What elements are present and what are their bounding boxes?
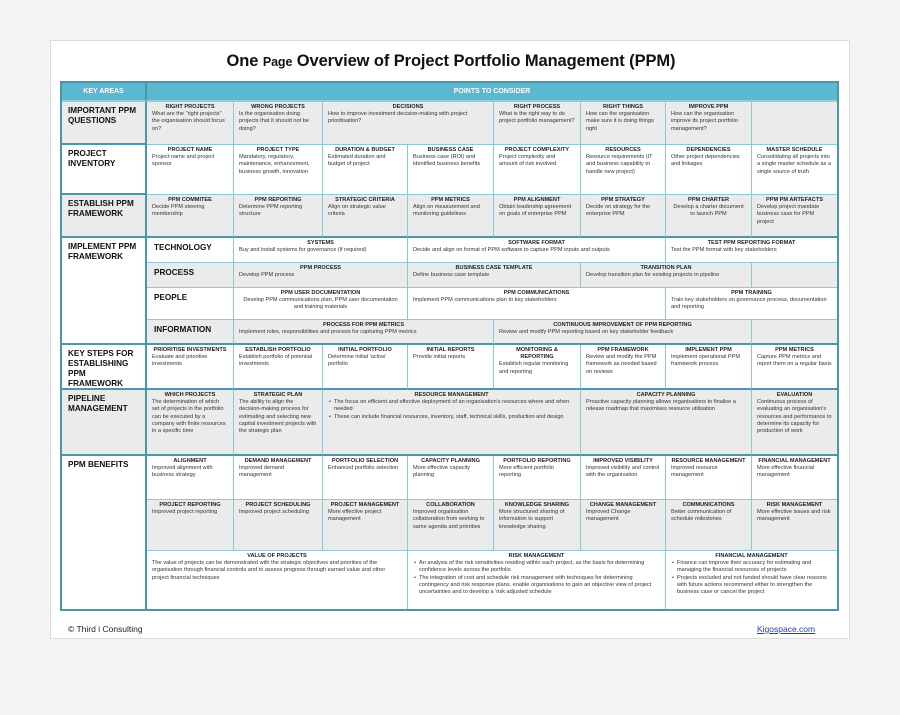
kigospace-link[interactable]: Kigospace.com [757,624,816,634]
cell-strategic-plan: STRATEGIC PLAN The ability to align the decision-making process for estimating and selecting new capital investment projects with the strategic plan [234,390,323,456]
cell-empty [752,263,837,288]
cell-test-ppm-reporting-format: TEST PPM REPORTING FORMAT Test the PPM format with key stakeholders [666,238,837,263]
cell-business-case-template: BUSINESS CASE TEMPLATE Define business case template [408,263,581,288]
cell-project-complexity: PROJECT COMPLEXITY Project complexity and amount of risk involved [494,145,581,195]
header-points-to-consider: POINTS TO CONSIDER [147,83,837,102]
cell-ppm-alignment: PPM ALIGNMENT Obtain leadership agreement on goals of enterprise PPM [494,195,581,238]
cell-establish-portfolio: ESTABLISH PORTFOLIO Establish portfolio of potential investments [234,345,323,390]
cell-financial-management-benefit: FINANCIAL MANAGEMENT More effective financial management [752,456,837,500]
cell-wrong-projects: WRONG PROJECTS Is the organisation doing projects that it should not be doing? [234,102,323,145]
cell-ppm-metrics-capture: PPM METRICS Capture PPM metrics and report them on a regular basis [752,345,837,390]
cell-dependencies: DEPENDENCIES Other project dependencies and linkages [666,145,752,195]
cell-right-things: RIGHT THINGS How can the organisation make sure it is doing things right [581,102,666,145]
cell-ppm-communications: PPM COMMUNICATIONS Implement PPM communications plan to key stakeholders [408,288,666,320]
cell-implement-ppm: IMPLEMENT PPM Implement operational PPM framework process [666,345,752,390]
key-area-ppm-benefits: PPM BENEFITS [62,456,147,609]
cell-resource-management: RESOURCE MANAGEMENT • The focus on efficient and effective deployment of an organisation's resources where and when needed • These can include financial resources, inventory, staff, technical skills, production and design [323,390,581,456]
cell-decisions: DECISIONS How to improve investment decision-making with project prioritisation? [323,102,494,145]
cell-capacity-planning: CAPACITY PLANNING Proactive capacity planning allows organisations to finalise a release roadmap that maximises resource utilisation [581,390,752,456]
cell-collaboration: COLLABORATION Improved organisation collaboration from working to same agenda and priorities [408,500,494,551]
key-area-pipeline-management: PIPELINE MANAGEMENT [62,390,147,456]
cell-change-management: CHANGE MANAGEMENT Improved Change management [581,500,666,551]
cell-continuous-improvement: CONTINUOUS IMPROVEMENT OF PPM REPORTING Review and modify PPM reporting based on key stakeholder feedback [494,320,752,345]
cell-improved-visibility: IMPROVED VISIBILITY Improved visibility and control with the organisation [581,456,666,500]
cell-risk-management-detail: RISK MANAGEMENT • An analysis of the risk sensitivities residing within each project, as the basis for determining confidence levels across the portfolio • The integration of cost and schedule risk management with techniques for determining contingency and risk response plans, enable organisations to gain an objective view of project uncertainties and to develop a 'risk adjusted schedule [408,551,666,609]
cell-portfolio-reporting: PORTFOLIO REPORTING More efficient portfolio reporting [494,456,581,500]
cell-portfolio-selection: PORTFOLIO SELECTION Enhanced portfolio selection [323,456,408,500]
cell-improve-ppm: IMPROVE PPM How can the organisation improve its project portfolio management? [666,102,752,145]
cell-duration-budget: DURATION & BUDGET Estimated duration and budget of project [323,145,408,195]
sub-area-process: PROCESS [147,263,234,288]
sub-area-technology: TECHNOLOGY [147,238,234,263]
key-area-project-inventory: PROJECT INVENTORY [62,145,147,195]
cell-right-process: RIGHT PROCESS What is the right way to do project portfolio management? [494,102,581,145]
cell-resource-management-benefit: RESOURCE MANAGEMENT Improved resource management [666,456,752,500]
cell-monitoring-reporting: MONITORING & REPORTING Establish regular monitoring and reporting [494,345,581,390]
cell-ppm-charter: PPM CHARTER Develop a charter document to launch PPM [666,195,752,238]
cell-evaluation: EVALUATION Continuous process of evaluating an organisation's resources and performance to determine its capacity for production of work [752,390,837,456]
cell-business-case: BUSINESS CASE Business case (ROI) and identified business benefits [408,145,494,195]
cell-ppm-process: PPM PROCESS Develop PPM process [234,263,408,288]
cell-alignment: ALIGNMENT Improved alignment with business strategy [147,456,234,500]
cell-project-management: PROJECT MANAGEMENT More effective project management [323,500,408,551]
key-area-key-steps: KEY STEPS FOR ESTABLISHING PPM FRAMEWORK [62,345,147,390]
cell-risk-management-benefit: RISK MANAGEMENT More effective issues and risk management [752,500,837,551]
cell-initial-portfolio: INITIAL PORTFOLIO Determine initial 'active' portfolio [323,345,408,390]
key-area-establish-framework: ESTABLISH PPM FRAMEWORK [62,195,147,238]
cell-project-name: PROJECT NAME Project name and project sponsor [147,145,234,195]
cell-ppm-training: PPM TRAINING Train key stakeholders on governance process, documentation and reporting [666,288,837,320]
cell-transition-plan: TRANSITION PLAN Develop transition plan for existing projects in pipeline [581,263,752,288]
bullet: • Finance can improve their accuracy for estimating and managing the financial resources of projects [671,560,832,574]
cell-strategic-criteria: STRATEGIC CRITERIA Align on strategic value criteria [323,195,408,238]
cell-ppm-framework: PPM FRAMEWORK Review and modify the PPM framework as needed based on reviews [581,345,666,390]
cell-capacity-planning-benefit: CAPACITY PLANNING More effective capacity planning [408,456,494,500]
cell-process-for-ppm-metrics: PROCESS FOR PPM METRICS Implement roles, responsibilities and process for capturing PPM metrics [234,320,494,345]
bullet: • The focus on efficient and effective deployment of an organisation's resources where and when needed [328,399,575,413]
cell-project-type: PROJECT TYPE Mandatory, regulatory, maintenance, enhancement, business growth, innovation [234,145,323,195]
cell-empty [752,320,837,345]
bullet: • These can include financial resources, inventory, staff, technical skills, production and design [328,414,575,421]
cell-resources: RESOURCES Resource requirements (IT and business capability to handle new project) [581,145,666,195]
cell-knowledge-sharing: KNOWLEDGE SHARING More structured sharing of information to support knowledge sharing [494,500,581,551]
cell-financial-management-detail: FINANCIAL MANAGEMENT • Finance can improve their accuracy for estimating and managing the financial resources of projects • Projects excluded and not funded should have clear reasons with future actions recommend either to strengthen the business case or cancel the project [666,551,837,609]
cell-right-projects: RIGHT PROJECTS What are the "right projects" the organisation should focus on? [147,102,234,145]
copyright-text: © Third i Consulting [68,624,143,634]
key-area-important-questions: IMPORTANT PPM QUESTIONS [62,102,147,145]
cell-ppm-user-documentation: PPM USER DOCUMENTATION Develop PPM communications plan, PPM user documentation and training materials [234,288,408,320]
cell-software-format: SOFTWARE FORMAT Decide and align on format of PPM software to capture PPM inputs and outputs [408,238,666,263]
cell-master-schedule: MASTER SCHEDULE Consolidating all projects into a single master schedule as a single source of truth [752,145,837,195]
cell-systems: SYSTEMS Buy and install systems for governance (if required) [234,238,408,263]
cell-value-of-projects: VALUE OF PROJECTS The value of projects can be demonstrated with the strategic objectives and priorities of the organisation through financial controls and to assess progress through earned value and other project financial techniques [147,551,408,609]
bullet: • Projects excluded and not funded should have clear reasons with future actions recommend either to strengthen the business case or cancel the project [671,575,832,597]
cell-initial-reports: INITIAL REPORTS Provide initial reports [408,345,494,390]
cell-ppm-pm-artefacts: PPM PM ARTEFACTS Develop project mandate business case for PPM project [752,195,837,238]
bullet: • The integration of cost and schedule risk management with techniques for determining contingency and risk response plans, enable organisations to gain an objective view of project uncertainties and to develop a 'risk adjusted schedule [413,575,660,597]
cell-which-projects: WHICH PROJECTS The determination of which set of projects in the portfolio can be executed by a company with finite resources in a specific time [147,390,234,456]
sub-area-people: PEOPLE [147,288,234,320]
sub-area-information: INFORMATION [147,320,234,345]
cell-ppm-strategy: PPM STRATEGY Decide on strategy for the enterprise PPM [581,195,666,238]
cell-project-scheduling: PROJECT SCHEDULING Improved project scheduling [234,500,323,551]
cell-prioritise-investments: PRIORITISE INVESTMENTS Evaluate and prioritise investments [147,345,234,390]
cell-communications: COMMUNICATIONS Better communication of schedule milestones [666,500,752,551]
cell-empty [752,102,837,145]
key-area-implement-framework: IMPLEMENT PPM FRAMEWORK [62,238,147,345]
page-title: One Page Overview of Project Portfolio Management (PPM) [226,52,676,70]
bullet: • An analysis of the risk sensitivities residing within each project, as the basis for determining confidence levels across the portfolio [413,560,660,574]
cell-ppm-reporting: PPM REPORTING Determine PPM reporting structure [234,195,323,238]
header-key-areas: KEY AREAS [62,83,147,102]
cell-ppm-metrics: PPM METRICS Align on measurement and monitoring guidelines [408,195,494,238]
cell-project-reporting: PROJECT REPORTING Improved project reporting [147,500,234,551]
cell-ppm-commitee: PPM COMMITEE Decide PPM steering membership [147,195,234,238]
cell-demand-management: DEMAND MANAGEMENT Improved demand management [234,456,323,500]
